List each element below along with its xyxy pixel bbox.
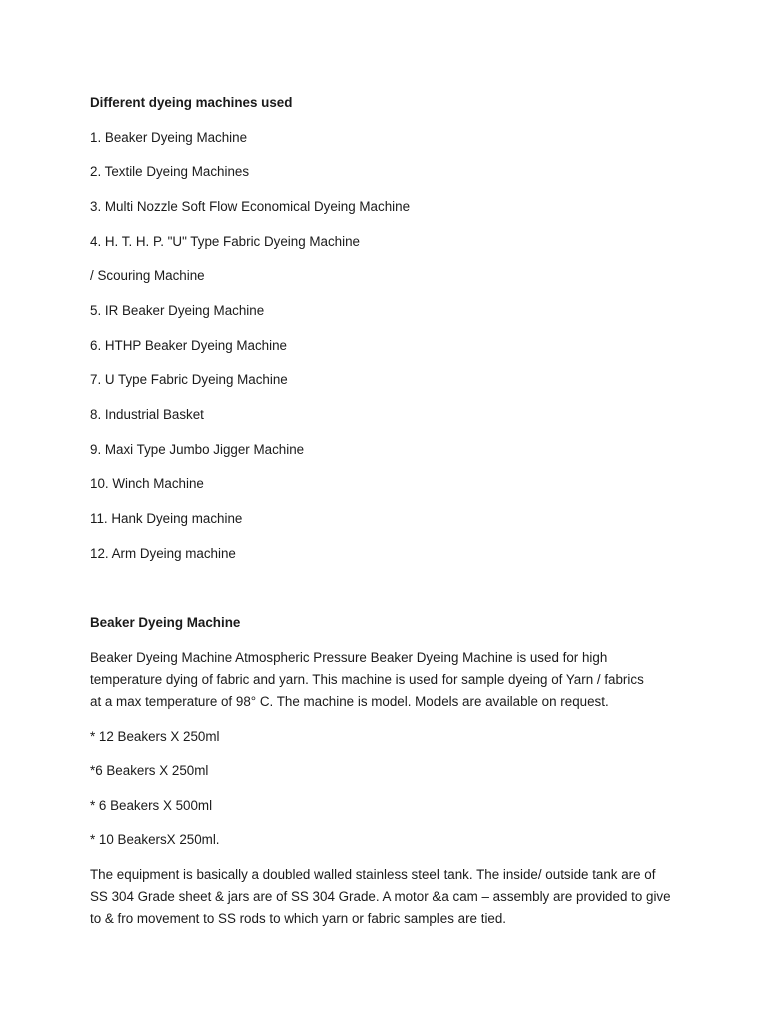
list-item: 4. H. T. H. P. "U" Type Fabric Dyeing Machine: [90, 233, 360, 249]
equipment-paragraph: [90, 864, 690, 930]
list-item: 11. Hank Dyeing machine: [90, 511, 243, 527]
intro-paragraph: [90, 647, 690, 713]
list-item: 2. Textile Dyeing Machines: [90, 164, 250, 180]
paragraph-line: SS 304 Grade sheet & jars are of SS 304 Grade. A motor &a cam – assembly are provided to give: [90, 889, 671, 904]
list-item: 7. U Type Fabric Dyeing Machine: [90, 372, 288, 388]
paragraph-line: The equipment is basically a doubled walled stainless steel tank. The inside/ outside tank are of: [90, 867, 656, 882]
section-heading-machines: Different dyeing machines used: [90, 95, 293, 110]
list-item: 1. Beaker Dyeing Machine: [90, 129, 248, 145]
list-item: 8. Industrial Basket: [90, 407, 204, 423]
list-item: / Scouring Machine: [90, 268, 205, 284]
list-item: 10. Winch Machine: [90, 476, 204, 492]
list-item: 12. Arm Dyeing machine: [90, 545, 236, 561]
list-item: 9. Maxi Type Jumbo Jigger Machine: [90, 441, 305, 457]
model-item: * 6 Beakers X 500ml: [90, 797, 213, 813]
section-heading-beaker: Beaker Dyeing Machine: [90, 615, 241, 631]
paragraph-line: temperature dying of fabric and yarn. This machine is used for sample dyeing of Yarn / fabrics: [90, 672, 644, 688]
machine-list: [90, 127, 690, 565]
model-item: * 10 BeakersX 250ml.: [90, 832, 220, 848]
paragraph-line: at a max temperature of 98° C. The machine is model. Models are available on request.: [90, 694, 609, 710]
list-item: 5. IR Beaker Dyeing Machine: [90, 303, 265, 319]
document-page: [90, 92, 690, 930]
paragraph-line: Beaker Dyeing Machine Atmospheric Pressure Beaker Dyeing Machine is used for high: [90, 650, 608, 666]
model-item: * 12 Beakers X 250ml: [90, 728, 220, 744]
paragraph-line: to & fro movement to SS rods to which yarn or fabric samples are tied.: [90, 911, 507, 926]
list-item: 6. HTHP Beaker Dyeing Machine: [90, 337, 287, 353]
list-item: 3. Multi Nozzle Soft Flow Economical Dyeing Machine: [90, 198, 411, 214]
model-item: *6 Beakers X 250ml: [90, 763, 209, 779]
model-list: [90, 726, 690, 852]
